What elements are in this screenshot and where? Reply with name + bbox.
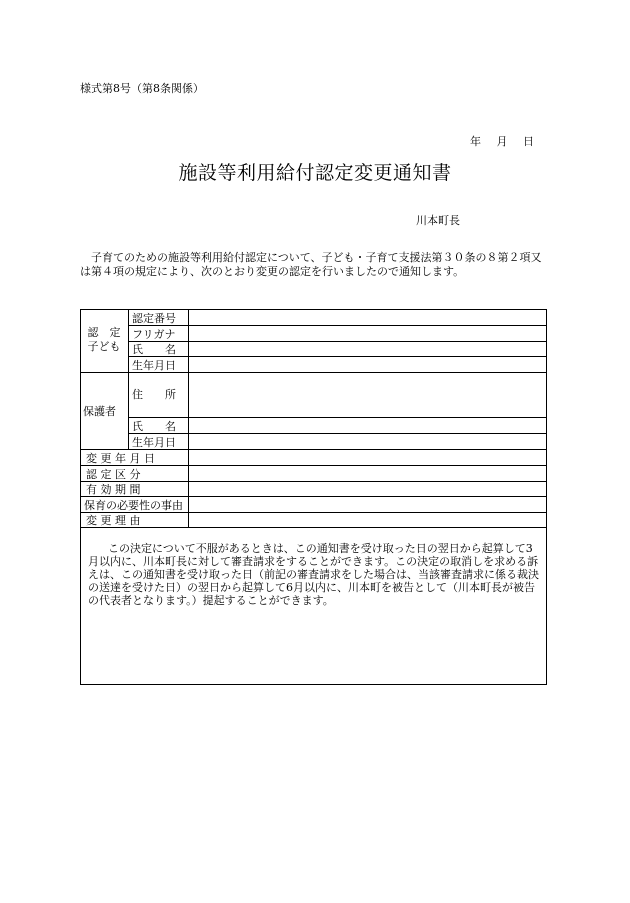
row-label-guardian-name: 氏 名: [132, 419, 176, 433]
row-label-change-date: 変 更 年 月 日: [86, 451, 155, 465]
row-label-furigana: フリガナ: [132, 327, 176, 341]
date-line: 年 月 日: [470, 135, 534, 148]
child-group-label: [83, 326, 125, 354]
row-label-category: 認 定 区 分: [86, 467, 141, 481]
row-label-child-birthdate: 生年月日: [132, 358, 176, 372]
row-label-guardian-birthdate: 生年月日: [132, 435, 176, 449]
child-group-line1: 認 定: [87, 326, 121, 339]
appeal-notice: この決定について不服があるときは、この通知書を受け取った日の翌日から起算して3月以内に、川本町長に対して審査請求をすることができます。この決定の取消しを求める訴えは、この通知書を受け取った日（前記の審査請求をした場合は、当該審査請求に係る裁決の送達を受けた日）の翌日から起算して6月以内に、川本町を被告として（川本町長が被告の代表者となります。）提起することができます。: [88, 542, 539, 607]
child-group-line2: 子ども: [87, 340, 121, 353]
row-label-cert-number: 認定番号: [132, 311, 176, 325]
form-number: 様式第8号（第8条関係）: [80, 82, 204, 95]
row-label-period: 有 効 期 間: [86, 483, 141, 496]
intro-paragraph: 子育てのための施設等利用給付認定について、子ども・子育て支援法第３０条の８第２項又は第４項の規定により、次のとおり変更の認定を行いましたので通知します。: [80, 251, 542, 278]
issuer: 川本町長: [416, 214, 460, 227]
guardian-group-label: 保護者: [83, 405, 116, 418]
row-label-necessity: 保育の必要性の事由: [84, 498, 183, 512]
row-label-child-name: 氏 名: [132, 343, 176, 356]
row-label-address: 住 所: [132, 387, 176, 401]
row-label-reason: 変 更 理 由: [86, 514, 141, 527]
notice-table: [80, 309, 547, 685]
document-title: 施設等利用給付認定変更通知書: [178, 162, 452, 184]
